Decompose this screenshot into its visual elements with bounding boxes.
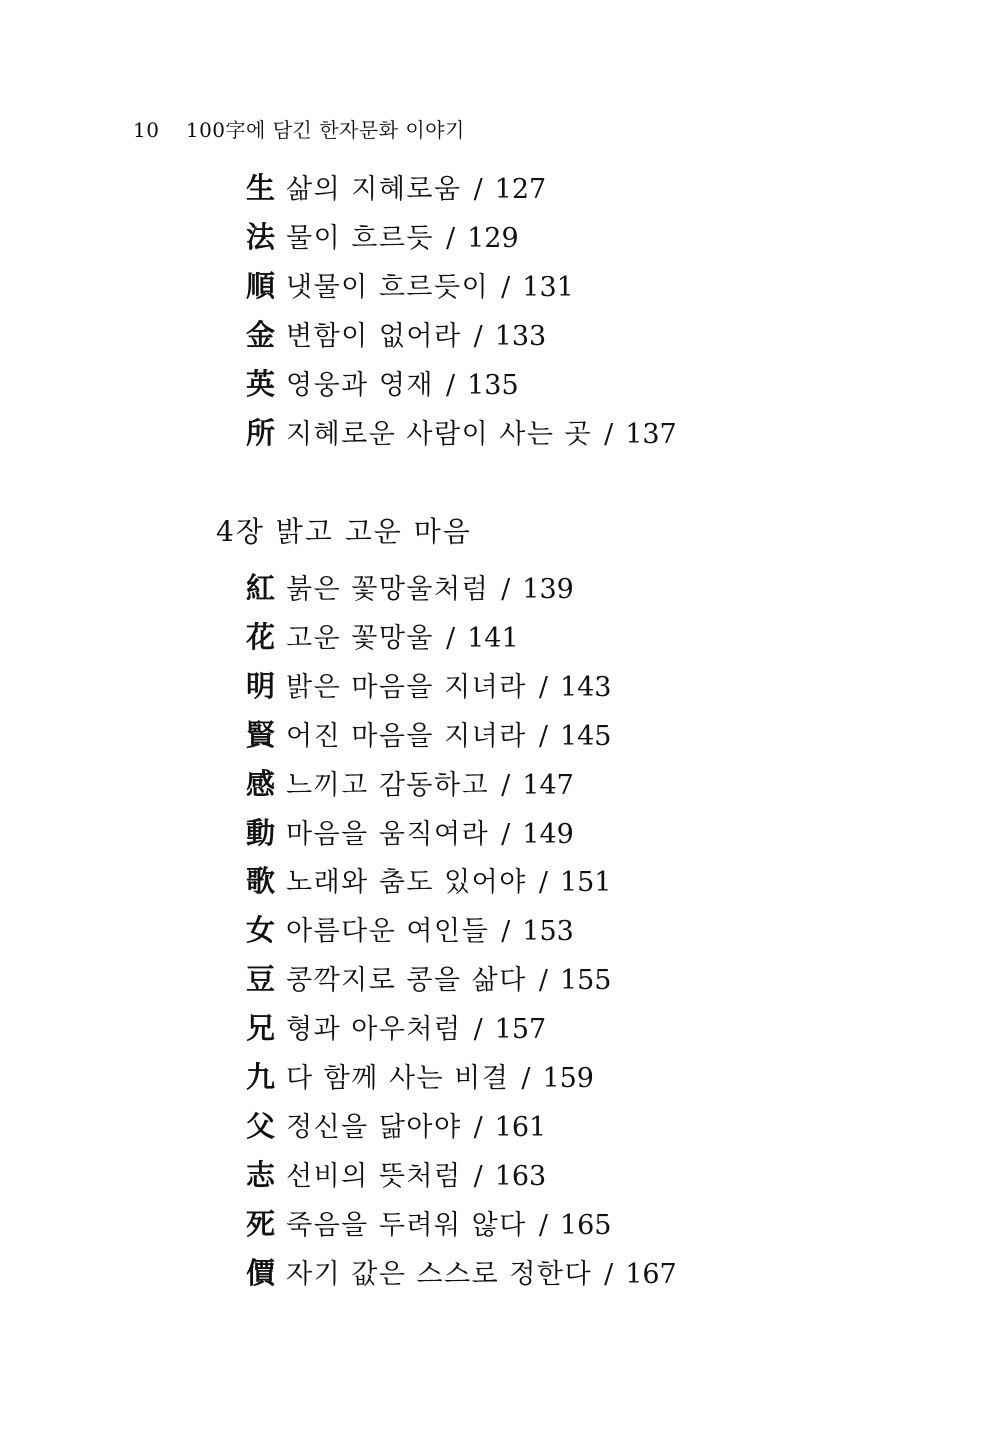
entry-page-number: 147 [522, 769, 574, 801]
entry-separator: / [538, 867, 548, 899]
entry-title: 형과 아우처럼 [286, 1014, 462, 1046]
entry-title: 정신을 닮아야 [286, 1111, 462, 1143]
entry-title: 콩깍지로 콩을 삶다 [286, 965, 527, 997]
entry-separator: / [473, 321, 483, 352]
entry-page-number: 157 [494, 1014, 547, 1046]
entry-separator: / [473, 1111, 483, 1143]
entry-hanja: 兄 [246, 1011, 276, 1046]
entry-title: 영웅과 영재 [286, 370, 434, 401]
toc-entry [246, 861, 611, 901]
entry-title: 죽음을 두려워 않다 [286, 1209, 527, 1241]
entry-page-number: 133 [494, 321, 547, 352]
page-number: 10 [133, 118, 160, 142]
entry-page-number: 137 [625, 419, 677, 450]
entry-title: 노래와 춤도 있어야 [286, 867, 527, 899]
book-title: 100字에 담긴 한자문화 이야기 [185, 118, 465, 142]
entry-separator: / [446, 223, 456, 254]
toc-entry [246, 959, 611, 999]
entry-hanja: 法 [246, 220, 276, 254]
entry-title: 밝은 마음을 지녀라 [286, 671, 527, 703]
entry-page-number: 129 [467, 223, 519, 254]
entry-separator: / [446, 622, 456, 654]
entry-hanja: 豆 [246, 962, 276, 997]
entry-separator: / [501, 574, 511, 605]
entry-hanja: 賢 [246, 717, 276, 752]
toc-entry [246, 1106, 546, 1146]
entry-title: 고운 꽃망울 [286, 622, 434, 654]
running-header [133, 116, 465, 144]
toc-entry [246, 217, 519, 257]
entry-hanja: 動 [246, 815, 276, 850]
entry-separator: / [501, 818, 511, 850]
entry-hanja: 女 [246, 913, 276, 948]
entry-title: 물이 흐르듯 [286, 223, 434, 254]
toc-entry [246, 1253, 677, 1293]
entry-separator: / [521, 1063, 531, 1094]
entry-hanja: 歌 [246, 864, 276, 899]
entry-hanja: 花 [246, 619, 276, 654]
entry-page-number: 151 [559, 867, 612, 899]
toc-entry [246, 1155, 546, 1195]
entry-hanja: 志 [246, 1157, 276, 1192]
entry-title: 변함이 없어라 [286, 321, 462, 352]
toc-entry [246, 715, 611, 755]
entry-hanja: 順 [246, 269, 276, 303]
entry-hanja: 金 [246, 318, 276, 352]
entry-hanja: 死 [246, 1206, 276, 1241]
entry-page-number: 135 [467, 370, 519, 401]
entry-hanja: 明 [246, 668, 276, 703]
entry-page-number: 163 [494, 1160, 547, 1192]
toc-entry [246, 813, 574, 853]
toc-entry [246, 413, 677, 453]
toc-entry [246, 266, 574, 306]
toc-entry [246, 1204, 611, 1244]
toc-entry [246, 315, 546, 355]
entry-title: 마음을 움직여라 [286, 818, 490, 850]
entry-hanja: 九 [246, 1060, 276, 1094]
toc-entry [246, 666, 611, 706]
entry-separator: / [473, 174, 483, 205]
chapter-heading: 4장 밝고 고운 마음 [216, 515, 472, 548]
entry-page-number: 153 [522, 916, 574, 948]
entry-separator: / [538, 1209, 548, 1241]
entry-title: 다 함께 사는 비결 [286, 1063, 510, 1094]
entry-separator: / [473, 1014, 483, 1046]
toc-entry [246, 1008, 546, 1048]
entry-page-number: 159 [542, 1063, 594, 1094]
entry-separator: / [604, 419, 614, 450]
toc-entry [246, 910, 574, 950]
entry-hanja: 價 [246, 1255, 276, 1290]
entry-page-number: 141 [467, 622, 519, 654]
entry-title: 자기 값은 스스로 정한다 [286, 1258, 593, 1290]
entry-hanja: 感 [246, 766, 276, 801]
toc-entry [246, 168, 546, 208]
entry-separator: / [538, 965, 548, 997]
toc-entry [246, 1057, 594, 1097]
entry-page-number: 155 [559, 965, 612, 997]
entry-separator: / [501, 916, 511, 948]
entry-page-number: 131 [522, 272, 574, 303]
entry-separator: / [501, 769, 511, 801]
entry-title: 어진 마음을 지녀라 [286, 720, 527, 752]
entry-page-number: 167 [625, 1258, 677, 1290]
toc-entry [246, 568, 574, 608]
entry-page-number: 127 [494, 174, 547, 205]
entry-separator: / [604, 1258, 614, 1290]
entry-page-number: 165 [559, 1209, 612, 1241]
entry-title: 붉은 꽃망울처럼 [286, 574, 490, 605]
entry-hanja: 生 [246, 171, 276, 205]
entry-hanja: 英 [246, 367, 276, 401]
entry-title: 지혜로운 사람이 사는 곳 [286, 419, 593, 450]
toc-entry [246, 364, 519, 404]
entry-title: 냇물이 흐르듯이 [286, 272, 490, 303]
entry-page-number: 145 [559, 720, 612, 752]
entry-title: 선비의 뜻처럼 [286, 1160, 462, 1192]
entry-page-number: 143 [559, 671, 612, 703]
entry-separator: / [446, 370, 456, 401]
entry-hanja: 紅 [246, 571, 276, 605]
entry-hanja: 所 [246, 416, 276, 450]
toc-entry [246, 764, 574, 804]
toc-entry [246, 617, 519, 657]
entry-page-number: 149 [522, 818, 574, 850]
entry-separator: / [538, 720, 548, 752]
entry-separator: / [501, 272, 511, 303]
entry-page-number: 161 [494, 1111, 547, 1143]
entry-separator: / [473, 1160, 483, 1192]
entry-hanja: 父 [246, 1108, 276, 1143]
entry-separator: / [538, 671, 548, 703]
entry-page-number: 139 [522, 574, 574, 605]
entry-title: 삶의 지혜로움 [286, 174, 462, 205]
entry-title: 아름다운 여인들 [286, 916, 490, 948]
entry-title: 느끼고 감동하고 [286, 769, 490, 801]
